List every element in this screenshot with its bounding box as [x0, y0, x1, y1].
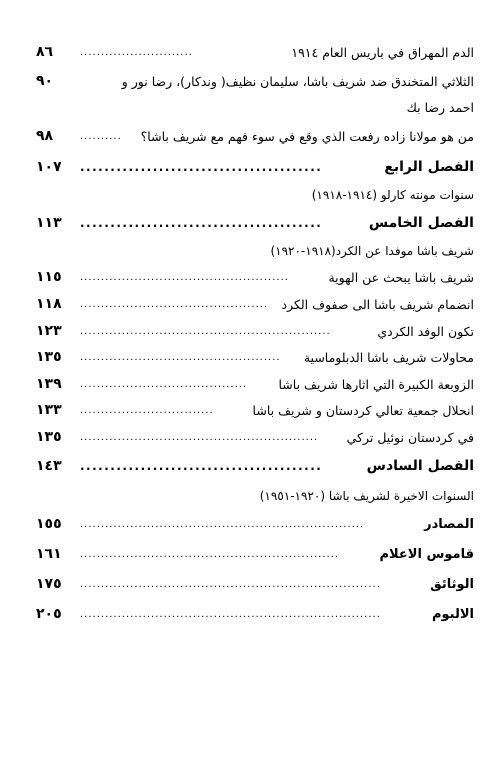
toc-entry[interactable] — [36, 41, 474, 63]
toc-entry[interactable] — [36, 125, 474, 147]
entry-title: الوثائق — [430, 576, 474, 592]
page-number: ١٦١ — [36, 546, 62, 562]
chapter-subtitle: شريف باشا موفدا عن الكرد(١٩١٨-١٩٢٠) — [270, 244, 474, 258]
chapter-subtitle: سنوات مونته كارلو (١٩١٤-١٩١٨) — [311, 188, 474, 202]
page-number: ١٣٥ — [36, 349, 62, 365]
entry-title: محاولات شريف باشا الدبلوماسية — [303, 349, 474, 365]
entry-title: قاموس الاعلام — [379, 546, 474, 562]
toc-entry[interactable] — [36, 320, 474, 342]
toc-entry[interactable] — [36, 603, 474, 625]
entry-title: المصادر — [424, 516, 474, 532]
entry-title: الدم المهراق في باريس العام ١٩١٤ — [291, 44, 474, 60]
entry-title: تكون الوفد الكردي — [377, 323, 474, 339]
chapter-subtitle: السنوات الاخيرة لشريف باشا (١٩٢٠-١٩٥١) — [259, 489, 474, 503]
dot-leader: ........................... — [80, 46, 193, 58]
chapter-title: الفصل الخامس — [368, 215, 474, 231]
page-number: ١٧٥ — [36, 576, 62, 592]
dot-leader: ............................................................ — [80, 325, 331, 337]
dot-leader: ........................................ — [80, 378, 248, 390]
page-number: ١١٨ — [36, 296, 62, 312]
dot-leader: ........................................ — [80, 160, 323, 174]
toc-entry[interactable] — [36, 373, 474, 395]
page-number: ٢٠٥ — [36, 606, 62, 622]
dot-leader: ......................................................... — [80, 431, 319, 443]
toc-entry[interactable] — [36, 266, 474, 288]
page-number: ١٣٩ — [36, 376, 62, 392]
entry-title: انضمام شريف باشا الى صفوف الكرد — [281, 296, 474, 312]
chapter-title: الفصل السادس — [366, 458, 474, 474]
toc-entry[interactable] — [36, 426, 474, 448]
dot-leader: .............................................................. — [80, 548, 340, 560]
chapter-title: الفصل الرابع — [384, 159, 474, 175]
entry-title: الثلاثي المتخندق ضد شريف باشا، سليمان نظيف( وندكار)، رضا نور و — [121, 73, 474, 89]
entry-title-continuation: احمد رضا بك — [406, 100, 474, 115]
toc-entry[interactable] — [36, 346, 474, 368]
dot-leader: .................................................................... — [80, 518, 365, 530]
page-number: ١١٣ — [36, 215, 62, 231]
toc-entry[interactable] — [36, 399, 474, 421]
page-number: ٩٨ — [36, 128, 54, 144]
toc-entry[interactable] — [36, 70, 474, 92]
entry-title: الالبوم — [431, 606, 474, 622]
toc-chapter[interactable] — [36, 455, 474, 477]
dot-leader: ............................................. — [80, 298, 269, 310]
entry-title: الزوبعة الكبيرة التي اثارها شريف باشا — [278, 376, 474, 392]
page-number: ١٣٣ — [36, 402, 62, 418]
entry-title: انحلال جمعية تعالي كردستان و شريف باشا — [252, 402, 474, 418]
entry-title: من هو مولانا زاده رفعت الذي وقع في سوء فهم مع شريف باشا؟ — [140, 128, 474, 144]
toc-entry[interactable] — [36, 573, 474, 595]
dot-leader: ................................ — [80, 404, 214, 416]
dot-leader: .................................................. — [80, 271, 289, 283]
dot-leader: .......... — [80, 130, 122, 142]
toc-entry[interactable] — [36, 293, 474, 315]
dot-leader: ........................................ — [80, 459, 323, 473]
page-number: ١١٥ — [36, 269, 62, 285]
page-number: ١٣٥ — [36, 429, 62, 445]
dot-leader: ........................................................................ — [80, 578, 381, 590]
toc-entry[interactable] — [36, 543, 474, 565]
dot-leader: ................................................ — [80, 351, 281, 363]
page-number: ١٠٧ — [36, 159, 62, 175]
entry-title: شريف باشا يبحث عن الهوية — [328, 269, 474, 285]
toc-entry[interactable] — [36, 513, 474, 535]
page-number: ١٢٣ — [36, 323, 62, 339]
page-number: ٩٠ — [36, 73, 54, 89]
dot-leader: ........................................ — [80, 216, 323, 230]
page-number: ١٥٥ — [36, 516, 62, 532]
toc-chapter[interactable] — [36, 156, 474, 178]
entry-title: في كردستان نوئيل تركي — [346, 429, 474, 445]
toc-chapter[interactable] — [36, 212, 474, 234]
page-number: ١٤٣ — [36, 458, 62, 474]
dot-leader: ........................................................................ — [80, 608, 381, 620]
page-number: ٨٦ — [36, 44, 54, 60]
